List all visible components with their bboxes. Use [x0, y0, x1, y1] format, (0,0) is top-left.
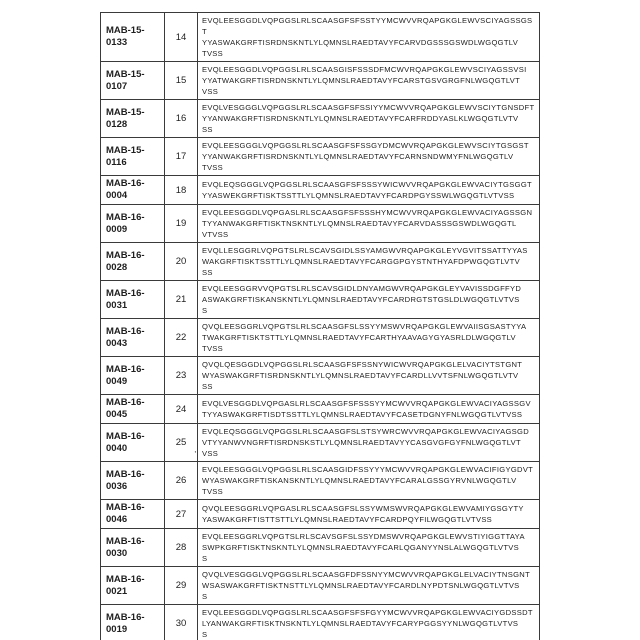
clone-number-label: 22: [175, 332, 187, 343]
sequence-cell: [198, 567, 540, 605]
clone-number-cell: [165, 243, 198, 281]
table-row: [101, 243, 540, 281]
sequence-cell: [198, 138, 540, 176]
antibody-id-cell: [101, 357, 165, 395]
antibody-id-label: MAB-15-0116: [106, 144, 145, 168]
table-row: [101, 357, 540, 395]
clone-number-label: 27: [175, 508, 187, 520]
sequence-cell: [198, 281, 540, 319]
sequence-cell: [198, 319, 540, 357]
table-row: [101, 462, 540, 500]
antibody-id-cell: [101, 319, 165, 357]
antibody-id-label: MAB-15-0128: [106, 106, 145, 130]
table-row: [101, 205, 540, 243]
antibody-id-label: MAB-16-0043: [106, 325, 145, 349]
clone-number-label: 29: [175, 580, 187, 591]
clone-number-cell: [165, 605, 198, 640]
clone-number-label: 26: [175, 475, 187, 486]
sequence-text: EVQLLESGGRLVQPGTSLRLSCAVSGIDLSSYAMGWVRQAPGKGLEYVGVITSSATTYYAS WAKGRFTISKTSSTTLYLQMNSLRAEDTAVYFCARGGPGYSTNTHYAFDPWGQGTLVTV SS: [202, 246, 528, 277]
sequence-cell: [198, 62, 540, 100]
clone-number-cell: [165, 462, 198, 500]
clone-number-cell: [165, 424, 198, 462]
sequence-text: EVQLVESGGGLVQPGGSLRLSCAASGFSFSSIYYMCWVVRQAPGKGLEWVSCIYTGNSDFT YYANWAKGRFTISRDNSKNTLYLQMNSLRAEDTAVYFCARFRDDYASLKLWGQGTLVTV SS: [202, 103, 535, 134]
antibody-id-label: MAB-16-0040: [106, 430, 145, 454]
sequence-table-body: [101, 13, 540, 640]
antibody-id-label: MAB-16-0009: [106, 211, 145, 235]
antibody-id-label: MAB-16-0031: [106, 287, 145, 311]
antibody-id-cell: [101, 567, 165, 605]
table-row: [101, 100, 540, 138]
sequence-text: EVQLEESGGRVVQPGTSLRLSCAVSGIDLDNYAMGWVRQAPGKGLEYVAVISSDGFFYD ASWAKGRFTISKANSKNTLYLQMNSLRAEDTAVYFCARDRGTSTGSLDLWGQGTLVTVS S: [202, 284, 522, 315]
table-row: [101, 605, 540, 640]
clone-number-label: 23: [175, 370, 187, 381]
antibody-id-label: MAB-16-0046: [106, 502, 145, 525]
table-row: [101, 62, 540, 100]
table-row: [101, 281, 540, 319]
antibody-id-cell: [101, 100, 165, 138]
stray-mark: ': [194, 450, 196, 459]
clone-number-label: 28: [175, 542, 187, 553]
sequence-cell: [198, 100, 540, 138]
antibody-id-cell: [101, 605, 165, 640]
sequence-cell: [198, 243, 540, 281]
antibody-id-cell: [101, 243, 165, 281]
clone-number-cell: [165, 529, 198, 567]
table-row: [101, 567, 540, 605]
clone-number-label: 17: [175, 151, 187, 162]
antibody-id-cell: [101, 176, 165, 205]
clone-number-cell: [165, 567, 198, 605]
table-row: [101, 500, 540, 529]
sequence-text: EVQLEESGGDLVQPGASLRLSCAASGFSFSSSHYMCWVVRQAPGKGLEWVACIYAGSSGN TYYANWAKGRFTISKTNSKNTLYLQMNSLRAEDTAVYFCARVDASSSGSWDLWGQGTL VTVSS: [202, 208, 533, 239]
clone-number-label: 15: [175, 75, 187, 86]
sequence-cell: [198, 395, 540, 424]
clone-number-cell: [165, 395, 198, 424]
sequence-text: EVQLEESGGGLVQPGGSLRLSCAASGFSFSSGYDMCWVRQAPGKGLEWVSCIYTGSGST YYANWAKGRFTISRDNSKNTLYLQMNSLRAEDTAVYFCARNSNDWMYFNLWGQGTLV TVSS: [202, 141, 529, 172]
sequence-text: EVQLEQSGGGLVQPGGSLRLSCAASGFSFSSSYWICWVVRQAPGKGLEWVACIYTGSGGT YYASWEKGRFTISKTSSTTLYLQMNSLRAEDTAVYFCARDPGYSSWLWGQGTLVTVSS: [202, 180, 532, 200]
sequence-cell: [198, 205, 540, 243]
sequence-text: EVQLEQSGGGLVQPGGSLRLSCAASGFSLSTSYWRCWVVRQAPGKGLEWVACIYAGSGD VTYYANWVNGRFTISRDNSKSTLYLQMNSLRAEDTAVYYCASGVGFGYFNLWGQGTLVT VSS: [202, 427, 530, 458]
sequence-text: QVQLQESGGDLVQPGGSLRLSCAASGFSFSSNYWICWVRQAPGKGLELVACIYTSTGNT WYASWAKGRFTISRDNSKNTLYLQMNSLRAEDTAVYFCARDLLVVTSFNLWGQGTLVTV SS: [202, 360, 523, 391]
antibody-id-label: MAB-16-0030: [106, 535, 145, 559]
sequence-text: EVQLEESGGDLVQPGGSLRLSCAASGISFSSSDFMCWVRQAPGKGLEWVSCIYAGSSVSI YYATWAKGRFTISRDNSKNTLYLQMNSLRAEDTAVYFCARSTGSVGRGFNLWGQGTLVT VSS: [202, 65, 527, 96]
sequence-cell: [198, 357, 540, 395]
antibody-id-cell: [101, 62, 165, 100]
sequence-text: QVQLEESGGRLVQPGASLRLSCAASGFSLSSYWMSWVRQAPGKGLEWVAMIYGSGYTY YASWAKGRFTISTTSTTLYLQMNSLRAEDTAVYFCARDPQYFILWGQGTLVTVSS: [202, 504, 524, 524]
table-row: [101, 529, 540, 567]
antibody-id-label: MAB-16-0049: [106, 363, 145, 387]
clone-number-label: 21: [175, 294, 187, 305]
clone-number-label: 20: [175, 256, 187, 267]
antibody-id-label: MAB-16-0036: [106, 468, 145, 492]
clone-number-cell: [165, 500, 198, 529]
table-row: [101, 319, 540, 357]
clone-number-cell: [165, 176, 198, 205]
antibody-id-label: MAB-16-0019: [106, 611, 145, 635]
clone-number-label: 25: [175, 437, 187, 448]
antibody-id-label: MAB-16-0004: [106, 178, 145, 201]
sequence-cell: [198, 13, 540, 62]
sequence-text: EVQLEESGGGLVQPGGSLRLSCAASGIDFSSYYYMCWVVRQAPGKGLEWVACIFIGYGDVT WYASWAKGRFTISKANSKNTLYLQMNSLRAEDTAVYFCARALGSSGYRVNLWGQGTLV TVSS: [202, 465, 534, 496]
antibody-id-label: MAB-15-0133: [106, 25, 145, 48]
clone-number-label: 16: [175, 113, 187, 124]
antibody-id-cell: [101, 281, 165, 319]
sequence-text: EVQLEESGGDLVQPGGSLRLSCAASGFSFSSTYYMCWVVRQAPGKGLEWVSCIYAGSSGST YYASWAKGRFTISRDNSKNTLYLQMNSLRAEDTAVYFCARVDGSSSGSWDLWGQGTLV TVSS: [202, 16, 533, 58]
antibody-id-cell: [101, 395, 165, 424]
clone-number-cell: [165, 13, 198, 62]
antibody-id-label: MAB-16-0028: [106, 249, 145, 273]
sequence-cell: [198, 605, 540, 640]
table-row: [101, 13, 540, 62]
sequence-text: QVQLVESGGGLVQPGGSLRLSCAASGFDFSSNYYMCWVVRQAPGKGLELVACIYTNSGNT WSASWAKGRFTISKTNSTTLYLQMNSLRAEDTAVYFCARDLNYPDTSNLWGQGTLVTVS S: [202, 570, 531, 601]
antibody-id-cell: [101, 462, 165, 500]
sequence-text: QVQLEESGGRLVQPGTSLRLSCAASGFSLSSYYMSWVRQAPGKGLEWVAIISGSASTYYA TWAKGRFTISKTSTTLYLQMNSLRAEDTAVYFCARTHYAAVAGYGYASRLDLWGQGTLV TVSS: [202, 322, 527, 353]
antibody-id-cell: [101, 529, 165, 567]
sequence-cell: [198, 529, 540, 567]
table-row: [101, 424, 540, 462]
clone-number-label: 18: [175, 184, 187, 196]
clone-number-cell: [165, 357, 198, 395]
sequence-cell: [198, 462, 540, 500]
clone-number-cell: [165, 62, 198, 100]
antibody-id-cell: [101, 424, 165, 462]
antibody-id-cell: [101, 500, 165, 529]
sequence-text: EVQLVESGGDLVQPGASLRLSCAASGFSFSSSYYMCWVVRQAPGKGLEWVACIYAGSSGV TYYASWAKGRFTISDTSSTTLYLQMNSLRAEDTAVYFCASETDGNYFNLWGQGTLVTVSS: [202, 399, 531, 419]
clone-number-cell: [165, 281, 198, 319]
clone-number-cell: [165, 138, 198, 176]
clone-number-label: 24: [175, 403, 187, 415]
clone-number-cell: [165, 319, 198, 357]
sequence-text: EVQLEESGGRLVQPGTSLRLSCAVSGFSLSSYDMSWVRQAPGKGLEWVSTIYIGGTTAYA SWPKGRFTISKTNSKNTLYLQMNSLRAEDTAVYFCARLQGANYYNSLALWGQGTLVTVS S: [202, 532, 525, 563]
document-page: [0, 12, 640, 640]
clone-number-cell: [165, 100, 198, 138]
clone-number-label: 30: [175, 618, 187, 629]
sequence-cell: [198, 176, 540, 205]
antibody-sequence-table: [100, 12, 540, 640]
antibody-id-cell: [101, 205, 165, 243]
antibody-id-label: MAB-16-0021: [106, 573, 145, 597]
antibody-id-cell: [101, 13, 165, 62]
antibody-id-label: MAB-15-0107: [106, 68, 145, 92]
table-row: [101, 176, 540, 205]
table-row: [101, 395, 540, 424]
clone-number-label: 19: [175, 218, 187, 229]
sequence-cell: [198, 500, 540, 529]
clone-number-cell: [165, 205, 198, 243]
antibody-id-label: MAB-16-0045: [106, 397, 145, 420]
sequence-cell: [198, 424, 540, 462]
antibody-id-cell: [101, 138, 165, 176]
sequence-text: EVQLEESGGDLVQPGGSLRLSCAASGFSFSFGYYMCWVVRQAPGKGLEWVACIYGDSSDT LYANWAKGRFTISKTNSKNTLYLQMNSLRAEDTAVYFCARYPGGSYYNLWGQGTLVTVS S: [202, 608, 533, 639]
clone-number-label: 14: [175, 31, 187, 43]
table-row: [101, 138, 540, 176]
